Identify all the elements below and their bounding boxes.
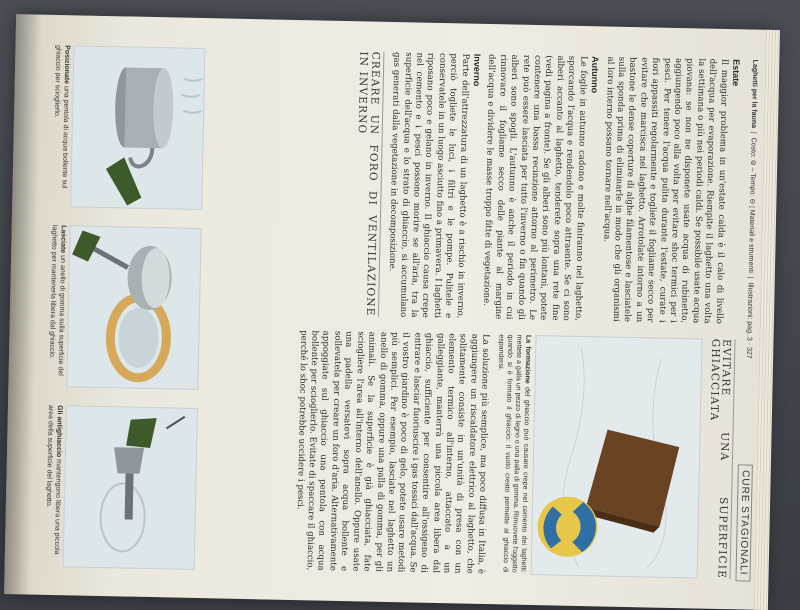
callout-pot-label: Posizionate	[62, 45, 71, 85]
ice-body-text: La soluzione più semplice, ma poco diffusa in Italia, è aggiungere un riscaldatore elettrico al laghetto, che solitamente consiste in un'unità di presa con un elemento termico all'interno, attaccato a un galleggiante, manterrà una piccola area libera dal ghiaccio, sufficiente per consentire all'ossigeno di entrare e lasciar fuoriuscire i gas tossici dall'acqua. Se il vostro giardino è poco di gelo, potete usare metodi più semplici. Per esempio, lasciate nel laghetto un anello di gomma, oppure una palla di gomma, per gli animali. Se la superficie è già ghiacciata, fate sciogliere l'area all'interno dell'anello. Oppure usate una padella versatevi sopra acqua bollente e sollevatela per creare un foro d'aria. Alternativamente appoggiate sul ghiaccio una pentola con acqua bollente per scioglierlo. Evitate di spaccare il ghiaccio, perché lo shoc potrebbe uccidere i pesci.	[294, 330, 491, 575]
book-page	[4, 14, 776, 610]
ice-scene	[532, 336, 702, 577]
callout-ring	[46, 225, 67, 385]
rotated-page-content	[14, 24, 766, 599]
heading-inverno: Inverno	[471, 53, 483, 87]
estate-text: Il maggior problema in un'estate calda è il calo di livello dell'acqua per evaporazione. Riempite il laghetto una volta la settimana o più nei periodi caldi. Se possibile usate acqua piovana: se non ne disponete usate acqua di rubinetto, aggiungendo poco alla volta per evitare shoc termici per i pesci. Per tenere l'acqua pulita durante l'estate, curate i fiori appassiti regolarmente e togliete il fogliame secco per evitare che marcisca nel laghetto. Arrotolate intorno a un bastone le dense coperture di alghe filamentose e lasciatele sulla sponda prima di eliminarle in modo che gli organismi al loro interno possano tornare nell'acqua.	[601, 56, 729, 324]
illustration-ice-surface	[531, 335, 703, 578]
callout-ring-label: Lasciate	[59, 225, 67, 254]
callout-heater-text: mantengono libera una piccola area della superficie del laghetto.	[44, 404, 62, 555]
heading-estate: Estate	[730, 59, 742, 87]
section-tag: CURE STAGIONALI	[735, 464, 752, 582]
heading-autunno: Autunno	[589, 56, 601, 94]
running-head-ref: Illustrazioni: pag. 3 · 327	[745, 282, 754, 359]
callout-pot-text: una pentola di acqua bollente sul ghiaccio per scioglierlo.	[52, 44, 70, 189]
section-title-vent-hole: CREARE UN FORO DI VENTILAZIONE IN INVERNO	[352, 51, 384, 317]
callout-ice	[492, 334, 533, 573]
callout-heater	[43, 405, 64, 565]
running-head-title: Laghetti per la fauna	[749, 59, 759, 129]
autunno-text: Le foglie in autunno cadono e molte finiranno nel laghetto, sporcando l'acqua e rendendolo poco attraente. Se ci sono alberi accanto al laghetto, tenderete sopra una rete fine (vedi pagina a fronte). Se gli alberi sono più lontani, potete contenere una bassa recinzione attorno al perimetro. Le rete può essere lasciata per tutto l'inverno o fin quando gli alberi sono spogli. L'autunno è anche il periodo in cui rinnovare il fogliame secco delle piante al margine dell'acqua e dividere le masse troppo fitte di vegetazione.	[481, 53, 589, 322]
callout-ring-text: un anello di gomma sulla superficie del laghetto per mantenerla libera dal ghiaccio.	[47, 224, 67, 376]
callout-heater-label: Gli antighiaccio	[54, 405, 63, 458]
illustration-pot	[70, 45, 205, 210]
inverno-text: Parte dell'attrezzatura di un laghetto è a rischio in inverno, perciò togliete le luci, i filtri e le pompe. Pulitele e conservatele in un luogo asciutto fino a primavera. I laghetti riposano poco e gelano in inverno. Il ghiaccio causa crepe nel cemento e i pesci possono morire se all'aria, tra la superficie dell'acqua e lo strato di ghiaccio, si accumulano gas generati dalla vegetazione in decomposizione.	[387, 51, 471, 319]
section-title-ice: EVITARE UNA SUPERFICIE GHIACCIATA	[704, 339, 736, 580]
right-column	[289, 330, 736, 579]
callout-pot	[50, 45, 71, 205]
illustration-ring	[66, 225, 201, 390]
callout-ice-text: del ghiaccio può causare crepe nel cemento dei laghetti: mettete a galla un pezzo di legno o una palla di gomma. Rimuovete l'oggetto quando si è formato il ghiaccio: il vuoto creato permette al ghiaccio di espandersi.	[496, 334, 531, 573]
running-head-meta: Costo: ⊜ – Tempo: ⊝ | Materiali e strumenti	[746, 137, 757, 273]
illustration-heater	[63, 405, 198, 570]
callout-ice-label: La formazione	[523, 334, 532, 384]
heater-icon	[125, 467, 134, 519]
left-column	[346, 51, 741, 324]
running-head: Laghetti per la fauna | Costo: ⊜ – Tempo: ⊝ | Materiali e strumenti | Illustrazioni: pag. 3 · 327	[745, 59, 759, 359]
